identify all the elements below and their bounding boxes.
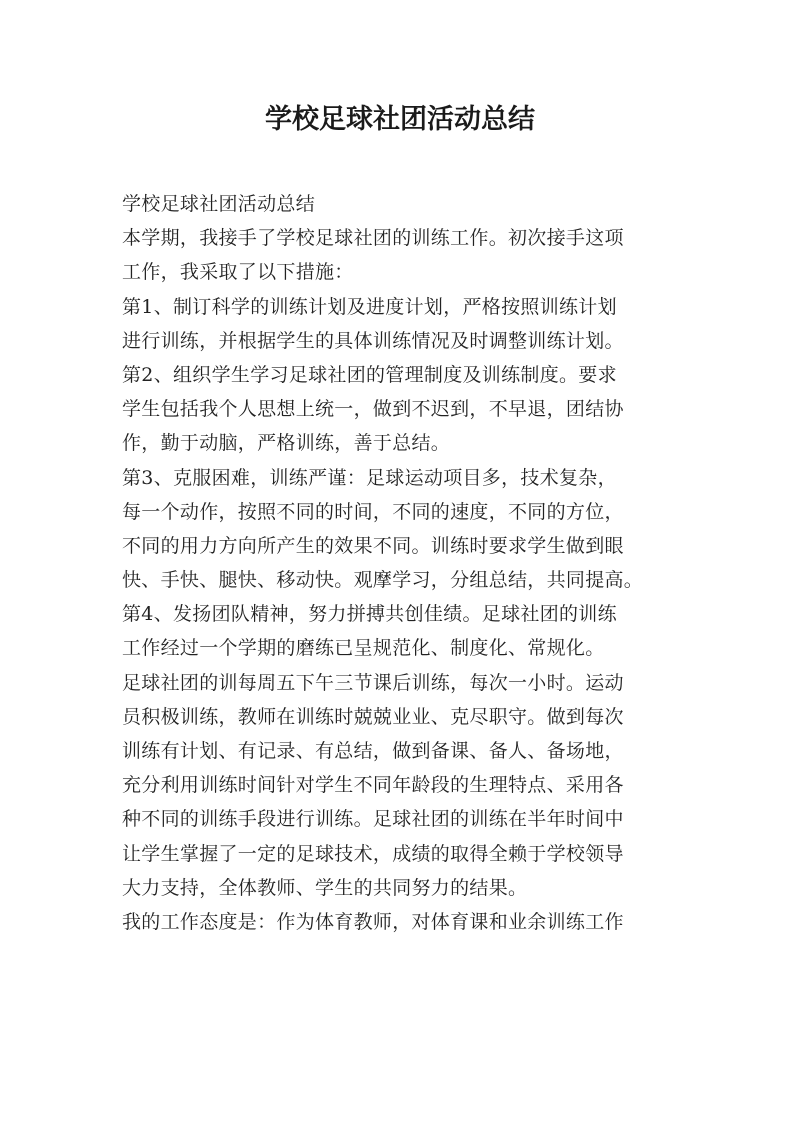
- body-line: 充分利用训练时间针对学生不同年龄段的生理特点、采用各: [122, 774, 624, 797]
- body-line: 学生包括我个人思想上统一，做到不迟到，不早退，团结协: [122, 398, 624, 421]
- body-line: 第3、克服困难，训练严谨：足球运动项目多，技术复杂，: [122, 466, 617, 489]
- body-line: 员积极训练，教师在训练时兢兢业业、克尽职守。做到每次: [122, 705, 624, 728]
- body-line: 第4、发扬团队精神，努力拼搏共创佳绩。足球社团的训练: [122, 603, 617, 626]
- body-line: 工作经过一个学期的磨练已呈规范化、制度化、常规化。: [122, 637, 605, 660]
- document-body: [122, 187, 688, 939]
- body-line: 作，勤于动脑，严格训练，善于总结。: [122, 432, 451, 455]
- body-line: 种不同的训练手段进行训练。足球社团的训练在半年时间中: [122, 808, 624, 831]
- body-line: 第2、组织学生学习足球社团的管理制度及训练制度。要求: [122, 363, 617, 386]
- body-line: 不同的用力方向所产生的效果不同。训练时要求学生做到眼: [122, 534, 624, 557]
- body-line: 学校足球社团活动总结: [122, 193, 316, 215]
- body-line: 足球社团的训每周五下午三节课后训练，每次一小时。运动: [122, 671, 624, 694]
- body-line: 大力支持，全体教师、学生的共同努力的结果。: [122, 876, 528, 899]
- body-line: 工作，我采取了以下措施：: [122, 261, 354, 284]
- body-line: 快、手快、腿快、移动快。观摩学习，分组总结，共同提高。: [122, 569, 644, 592]
- body-line: 第1、制订科学的训练计划及进度计划，严格按照训练计划: [122, 295, 617, 318]
- body-line: 让学生掌握了一定的足球技术，成绩的取得全赖于学校领导: [122, 842, 624, 865]
- body-line: 我的工作态度是：作为体育教师，对体育课和业余训练工作: [122, 910, 624, 933]
- body-line: 训练有计划、有记录、有总结，做到备课、备人、备场地，: [122, 740, 624, 762]
- document-title: 学校足球社团活动总结: [265, 104, 535, 135]
- body-line: 进行训练，并根据学生的具体训练情况及时调整训练计划。: [122, 329, 624, 352]
- body-line: 本学期，我接手了学校足球社团的训练工作。初次接手这项: [122, 227, 624, 250]
- body-line: 每一个动作，按照不同的时间，不同的速度，不同的方位，: [122, 500, 624, 523]
